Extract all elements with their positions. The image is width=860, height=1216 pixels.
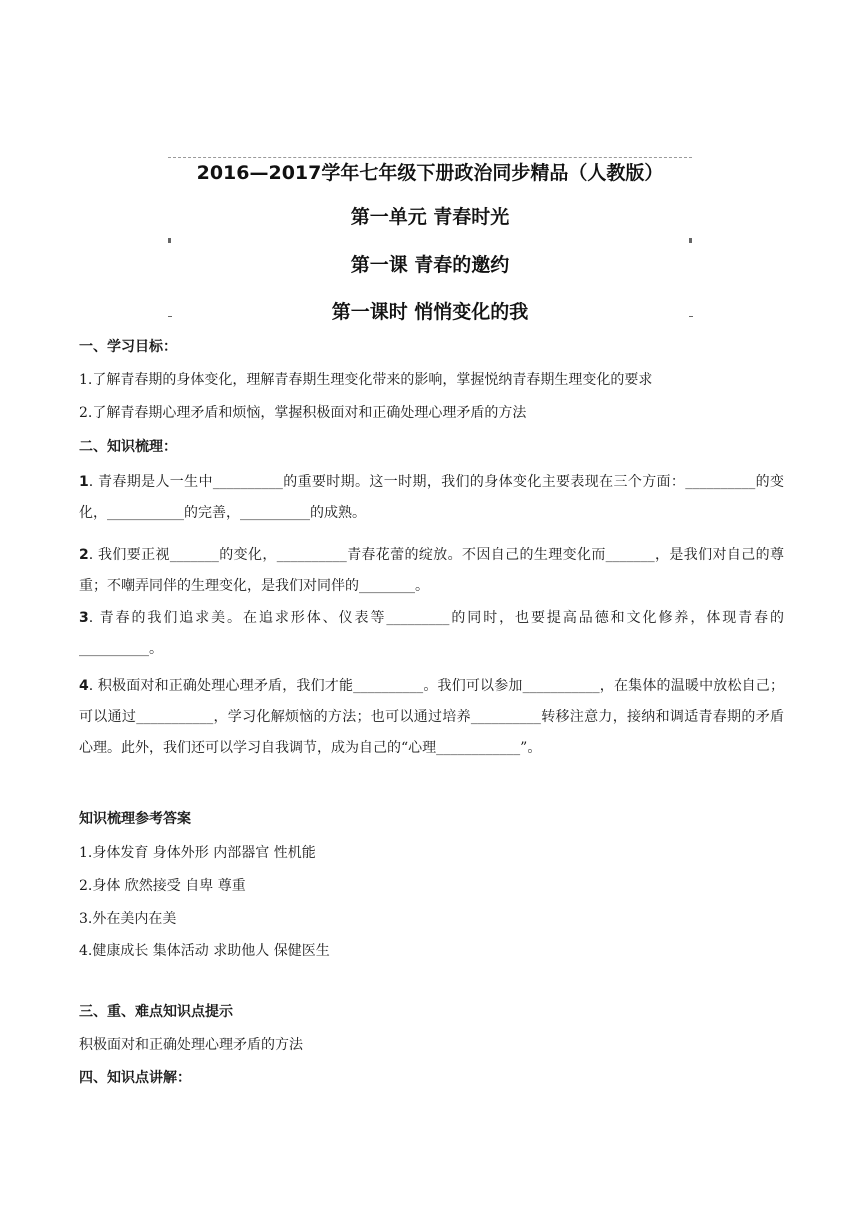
knowledge-paragraph-3 bbox=[79, 603, 784, 665]
answer-item-1: 1.身体发育 身体外形 内部器官 性机能 bbox=[79, 845, 316, 861]
paragraph-text: . 积极面对和正确处理心理矛盾，我们才能__________。我们可以参加___________，在集体的温暖中放松自己；可以通过___________，学习化解烦恼的方法；也可以通过培养__________转移注意力，接纳和调适青春期的矛盾心理。此外，我们还可以学习自我调节，成为自己的“心理____________”。 bbox=[79, 678, 784, 756]
answer-item-4: 4.健康成长 集体活动 求助他人 保健医生 bbox=[79, 943, 330, 959]
paragraph-number: 1 bbox=[79, 474, 89, 490]
knowledge-paragraph-1 bbox=[79, 467, 784, 529]
section-heading-objectives: 一、学习目标： bbox=[79, 339, 177, 355]
section-heading-key-points: 三、重、难点知识点提示 bbox=[79, 1004, 233, 1020]
paragraph-text: . 青春的我们追求美。在追求形体、仪表等_________的同时，也要提高品德和文化修养，体现青春的__________。 bbox=[79, 610, 784, 657]
knowledge-paragraph-4 bbox=[79, 671, 784, 764]
paragraph-number: 4 bbox=[79, 678, 89, 694]
paragraph-text: . 我们要正视_______的变化，__________青春花蕾的绽放。不因自己的生理变化而_______，是我们对自己的尊重；不嘲弄同伴的生理变化，是我们对同伴的________。 bbox=[79, 547, 784, 594]
knowledge-paragraph-2 bbox=[79, 540, 784, 602]
frame-corner-mark bbox=[168, 238, 171, 243]
paragraph-text: . 青春期是人一生中__________的重要时期。这一时期，我们的身体变化主要表现在三个方面：__________的变化，___________的完善，__________的成熟。 bbox=[79, 474, 784, 521]
unit-title: 第一单元 青春时光 bbox=[350, 206, 510, 228]
document-title: 2016—2017学年七年级下册政治同步精品（人教版） bbox=[196, 162, 664, 184]
section-heading-explanation: 四、知识点讲解： bbox=[79, 1070, 191, 1086]
answer-item-2: 2.身体 欣然接受 自卑 尊重 bbox=[79, 878, 246, 894]
paragraph-number: 3 bbox=[79, 610, 89, 626]
paragraph-number: 2 bbox=[79, 547, 89, 563]
frame-corner-mark bbox=[689, 238, 692, 243]
objective-item-2: 2.了解青春期心理矛盾和烦恼，掌握积极面对和正确处理心理矛盾的方法 bbox=[79, 405, 527, 421]
period-title: 第一课时 悄悄变化的我 bbox=[331, 301, 529, 323]
section-heading-knowledge: 二、知识梳理： bbox=[79, 439, 177, 455]
key-point-text: 积极面对和正确处理心理矛盾的方法 bbox=[79, 1037, 303, 1053]
lesson-title: 第一课 青春的邀约 bbox=[350, 254, 510, 276]
answers-heading: 知识梳理参考答案 bbox=[79, 811, 191, 827]
objective-item-1: 1.了解青春期的身体变化，理解青春期生理变化带来的影响，掌握悦纳青春期生理变化的要求 bbox=[79, 372, 653, 388]
answer-item-3: 3.外在美内在美 bbox=[79, 911, 177, 927]
